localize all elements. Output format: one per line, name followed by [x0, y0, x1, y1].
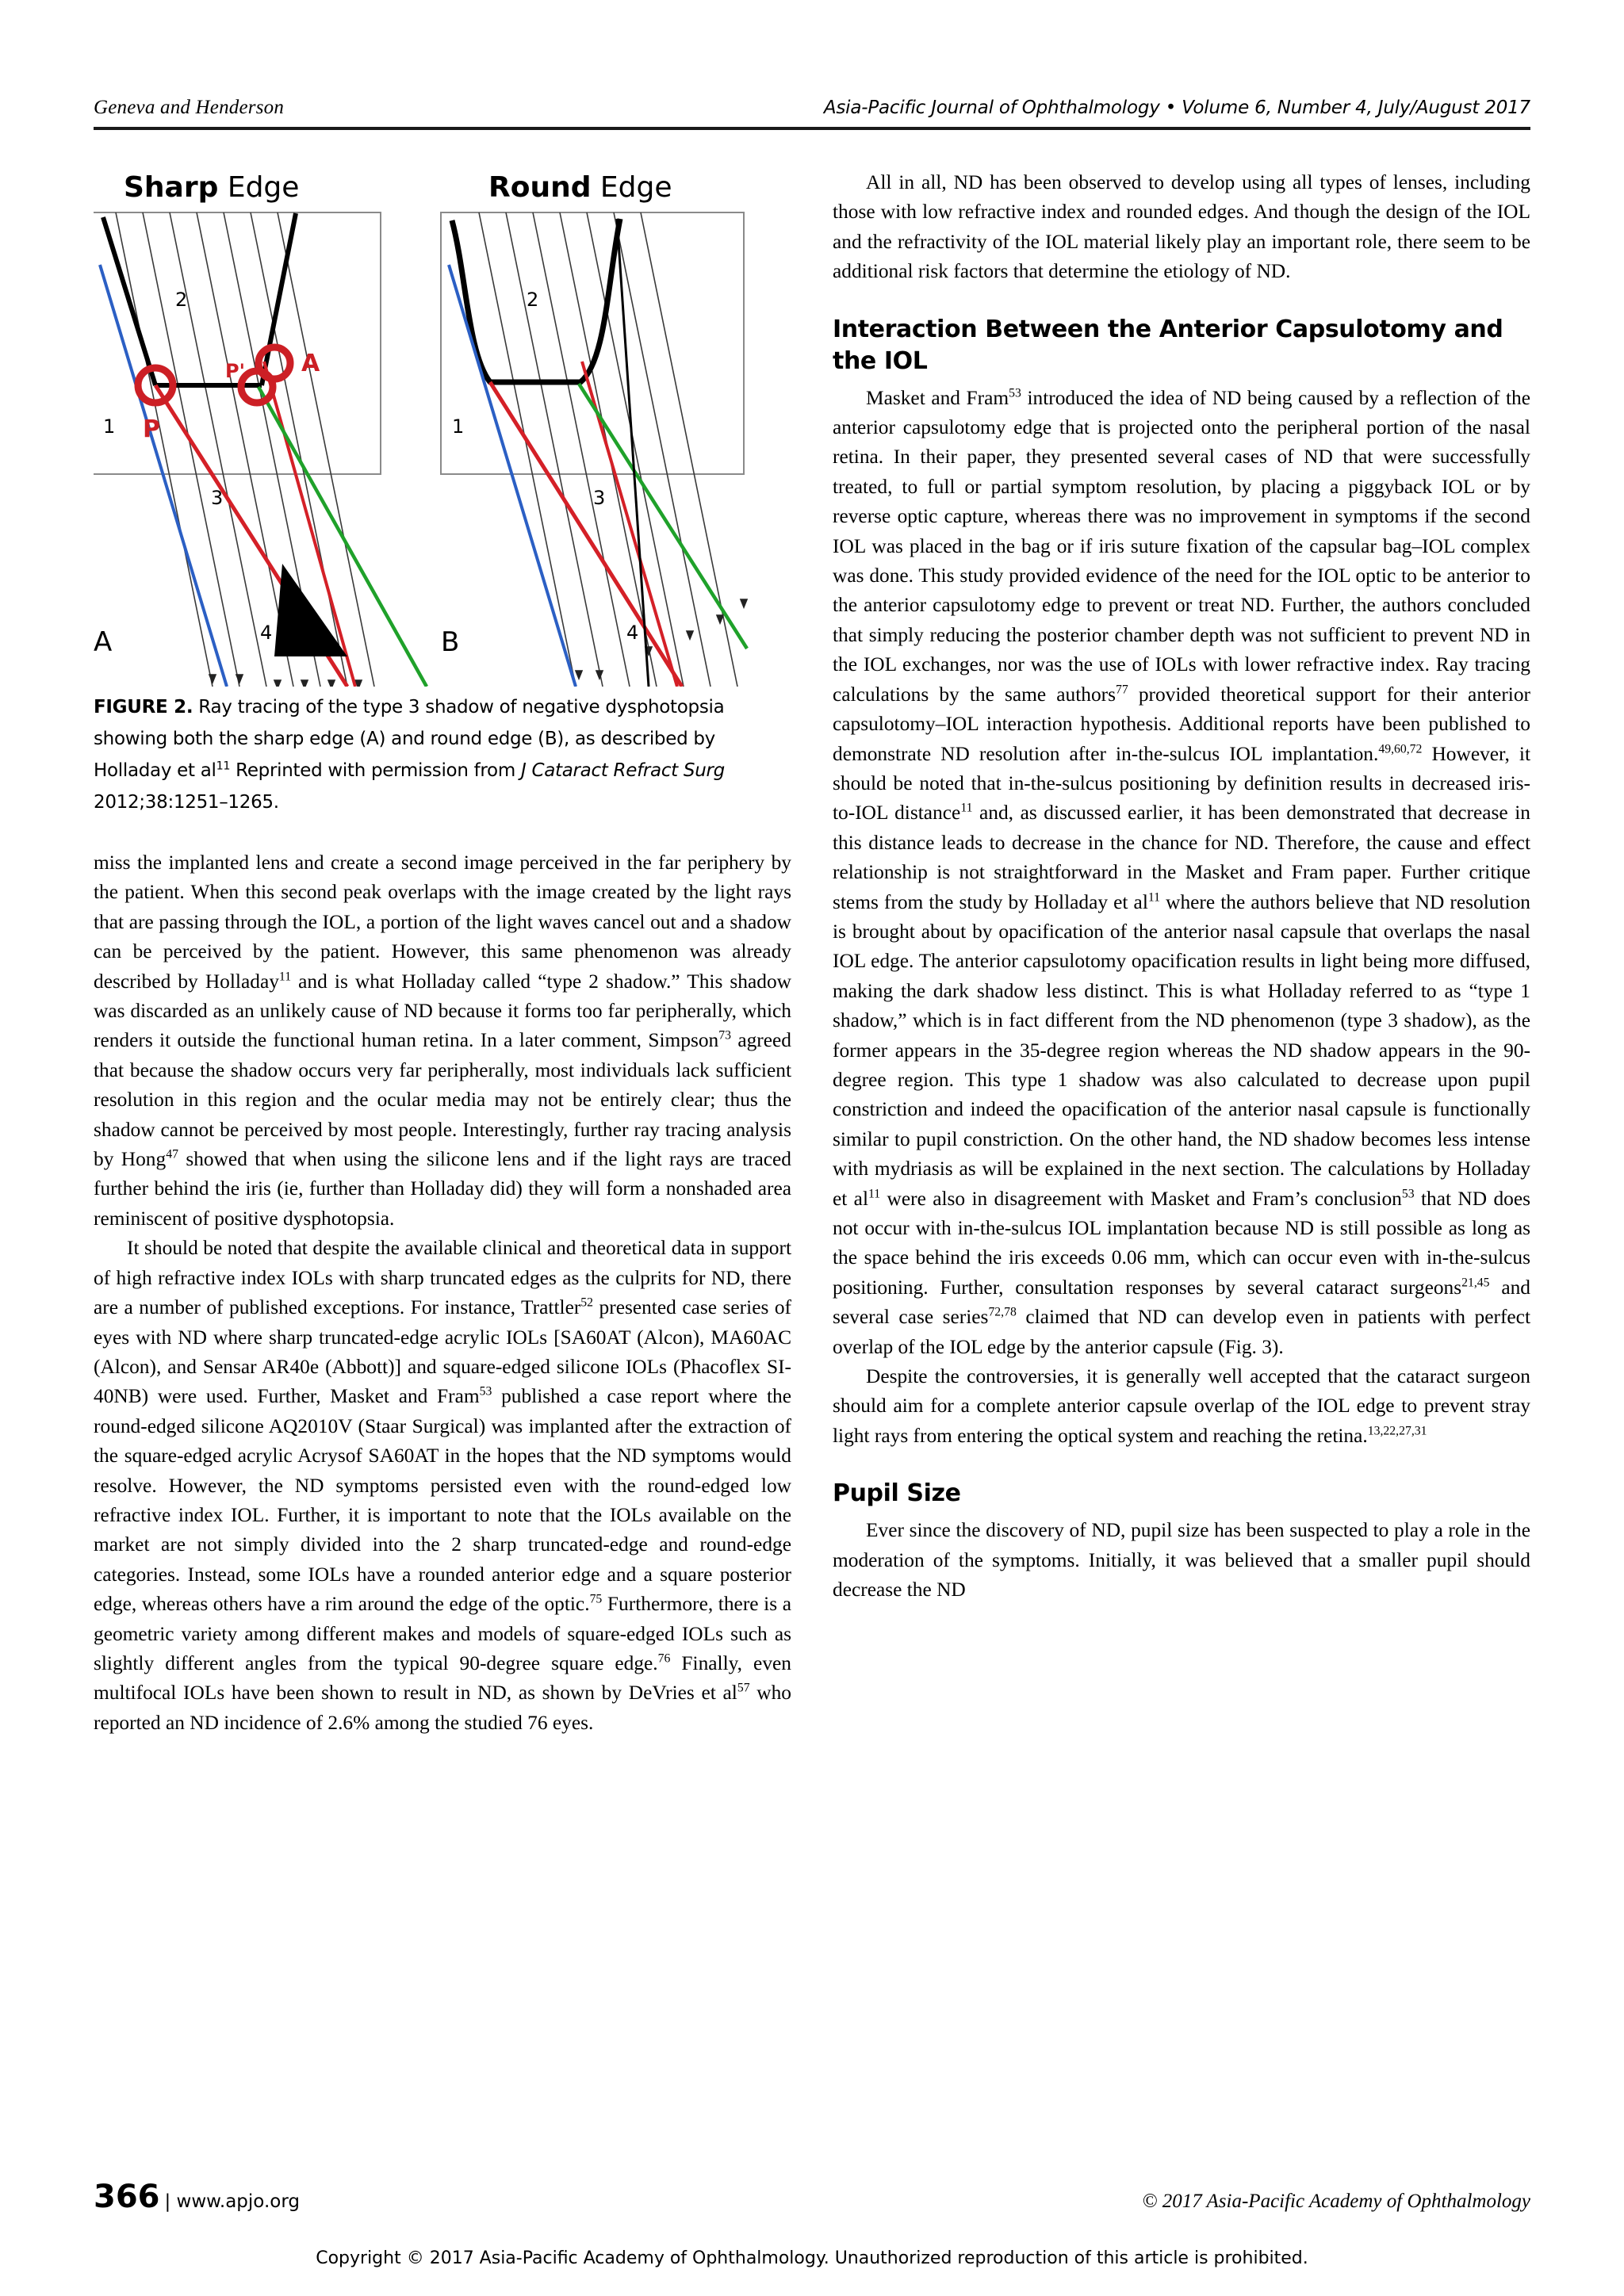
panel-a-shadow-wedge	[274, 564, 347, 656]
figure-2-caption-text-3: 2012;38:1251–1265.	[94, 792, 279, 813]
panel-b-title	[488, 171, 672, 204]
right-column-paragraph-3	[833, 1362, 1530, 1451]
left-column-paragraph-1	[94, 848, 791, 1234]
reference-superscript: 13,22,27,31	[1367, 1424, 1427, 1438]
paragraph-text-run: provided theoretical support for their anterior capsulotomy–IOL interaction hypothesis. Additional reports have been published to demonstrate ND resolution after in-the-sulcus IOL implantation.	[833, 683, 1530, 765]
reference-superscript: 11	[868, 1187, 881, 1201]
running-head-journal: Asia-Pacific Journal of Ophthalmology • Volume 6, Number 4, July/August 2017	[823, 98, 1530, 118]
paragraph-text-run: Despite the controversies, it is generally well accepted that the cataract surgeon should aim for a complete anterior capsule overlap of the IOL edge to prevent stray light rays from entering the optical system and reaching the retina.	[833, 1365, 1530, 1447]
panel-a-point-label-p: P	[143, 415, 160, 443]
figure-2-caption-label: FIGURE 2.	[94, 697, 193, 718]
running-head-authors: Geneva and Henderson	[94, 97, 285, 118]
page-footer	[94, 2179, 1530, 2215]
reference-superscript: 75	[589, 1592, 603, 1606]
panel-a-label-1: 1	[103, 415, 116, 438]
reference-superscript: 11	[278, 970, 292, 984]
paragraph-text-run: Furthermore, there is a geometric variety among different makes and models of square-edged IOLs such as slightly different angles from the typical 90-degree square edge.	[94, 1593, 792, 1674]
paragraph-text-run: published a case report where the round-edged silicone AQ2010V (Staar Surgical) was implanted after the extraction of the square-edged acrylic Acrysof SA60AT in the hopes that the ND symptoms would resolve. However, the ND symptoms persisted even with the round-edged low refractive index IOL. Further, it is important to note that the IOLs available on the market are not simply divided into the 2 sharp truncated-edge and round-edge categories. Instead, some IOLs have a rounded anterior edge and a square posterior edge, whereas others have a rim around the edge of the optic.	[94, 1385, 791, 1616]
paragraph-text-run: presented case series of eyes with ND where sharp truncated-edge acrylic IOLs [SA60AT (Alcon), MA60AC (Alcon), and Sensar AR40e (Abbott)] and square-edged silicone IOLs (Phacoflex SI-40NB) were used. Further, Masket and Fram	[94, 1296, 792, 1408]
paragraph-text-run: Finally, even multifocal IOLs have been shown to result in ND, as shown by DeVries et al	[94, 1651, 791, 1705]
figure-2-caption-text-2: Reprinted with permission from	[230, 760, 521, 781]
journal-url[interactable]: | www.apjo.org	[164, 2191, 300, 2212]
paragraph-text-run: However, it should be noted that in-the-sulcus positioning by definition results in decreased iris-to-IOL distance	[833, 742, 1531, 825]
legal-notice: Copyright © 2017 Asia-Pacific Academy of Ophthalmology. Unauthorized reproduction of this article is prohibited.	[316, 2248, 1308, 2268]
paragraph-text-run: Ever since the discovery of ND, pupil size has been suspected to play a role in the moderation of the symptoms. Initially, it was believed that a smaller pupil should decrease the ND	[833, 1519, 1530, 1601]
folio-block	[94, 2179, 300, 2215]
right-column-paragraph-1	[833, 168, 1530, 287]
panel-a-title	[124, 171, 299, 204]
panel-a-label-3: 3	[211, 487, 224, 509]
panel-b-group	[441, 212, 747, 687]
left-column	[94, 848, 791, 1738]
panel-b-title-strong: Round	[488, 171, 592, 204]
panel-a-letter: A	[94, 626, 113, 658]
right-column-paragraph-2	[833, 384, 1530, 1362]
right-column	[833, 168, 1530, 1605]
paragraph-text-run: that ND does not occur with in-the-sulcus IOL implantation because ND is still possible as long as the space behind the iris exceeds 0.06 mm, which can occur even with in-the-sulcus positioning. Further, consultation responses by several cataract surgeons	[833, 1187, 1530, 1299]
paragraph-text-run: who reported an ND incidence of 2.6% among the studied 76 eyes.	[94, 1682, 791, 1734]
panel-a-group	[94, 212, 427, 687]
paragraph-text-run: and several case series	[833, 1276, 1530, 1329]
paragraph-text-run: claimed that ND can develop even in patients with perfect overlap of the IOL edge by the anterior capsule (Fig. 3).	[833, 1306, 1530, 1358]
section-heading-2: Pupil Size	[833, 1479, 961, 1508]
paragraph-text-run: agreed that because the shadow occurs very far peripherally, most individuals lack sufficient resolution in this region and the ocular media may not be entirely clear; thus the shadow cannot be perceived by most people. Interestingly, further ray tracing analysis by Hong	[94, 1029, 791, 1171]
figure-2-caption	[94, 691, 791, 818]
panel-a-ray-1-blue	[100, 265, 227, 687]
reference-superscript: 49,60,72	[1378, 742, 1423, 756]
paragraph-text-run: miss the implanted lens and create a second image perceived in the far periphery by the patient. When this second peak overlaps with the image created by the light rays that are passing through the IOL, a portion of the light waves cancel out and a shadow can be perceived by the patient. However, this same phenomenon was already described by Holladay	[94, 851, 791, 993]
panel-b-label-4: 4	[626, 622, 639, 644]
panel-b-label-3: 3	[593, 487, 606, 509]
figure-2	[94, 163, 791, 818]
reference-superscript: 52	[580, 1295, 594, 1310]
panel-a-label-4: 4	[260, 622, 273, 644]
panel-b-title-rest: Edge	[591, 171, 672, 204]
left-column-paragraph-2	[94, 1234, 791, 1738]
figure-2-caption-ref-1: 11	[216, 760, 231, 773]
reference-superscript: 47	[166, 1147, 178, 1161]
paragraph-text-run: and, as discussed earlier, it has been demonstrated that decrease in this distance leads to decrease in the chance for ND. Therefore, the cause and effect relationship is not straightforward in the Masket and Fram paper. Further critique stems from the study by Holladay et al	[833, 802, 1530, 913]
header-rule	[94, 127, 1530, 130]
paragraph-text-run: and is what Holladay called “type 2 shadow.” This shadow was discarded as an unlikely cause of ND because it forms too far peripherally, which renders it outside the functional human retina. In a later comment, Simpson	[94, 970, 791, 1052]
reference-superscript: 11	[960, 801, 973, 815]
figure-2-graphic	[94, 163, 791, 687]
copyright-line: © 2017 Asia-Pacific Academy of Ophthalmology	[1142, 2191, 1530, 2212]
panel-b-label-1: 1	[452, 415, 465, 438]
reference-superscript: 73	[718, 1028, 731, 1043]
running-head	[94, 97, 1530, 119]
paragraph-text-run: were also in disagreement with Masket and Fram’s conclusion	[880, 1187, 1402, 1210]
paragraph-text-run: introduced the idea of ND being caused by a reflection of the anterior capsulotomy edge that is projected onto the peripheral portion of the nasal retina. In their paper, they presented several cases of ND that were successfully treated, to full or partial symptom resolution, by placing a piggyback IOL or by reverse optic capture, whereas there was no improvement in symptoms if the second IOL was placed in the bag or if iris suture fixation of the capsular bag–IOL complex was done. This study provided evidence of the need for the IOL optic to be anterior to the anterior capsulotomy edge to prevent or treat ND. Further, the authors concluded that simply reducing the posterior chamber depth was not sufficient to prevent ND in the IOL exchanges, nor was the use of IOLs with lower refractive index. Ray tracing calculations by the same authors	[833, 386, 1530, 706]
section-heading-1: Interaction Between the Anterior Capsulotomy and the IOL	[833, 315, 1503, 375]
reference-superscript: 77	[1116, 683, 1128, 697]
panel-a-title-rest: Edge	[218, 171, 300, 204]
ray-tracing-diagram	[94, 163, 791, 687]
panel-b-label-2: 2	[527, 289, 539, 311]
reference-superscript: 21,45	[1461, 1276, 1490, 1290]
panel-b-ray-green	[579, 384, 747, 649]
figure-2-caption-text-1: Ray tracing of the type 3 shadow of negative dysphotopsia showing both the sharp edge (A) and round edge (B), as described by Holladay et al	[94, 697, 725, 781]
paragraph-text-run: showed that when using the silicone lens and if the light rays are traced further behind the iris (ie, further than Holladay did) they will form a nonshaded area reminiscent of positive dysphotopsia.	[94, 1148, 791, 1230]
panel-a-title-strong: Sharp	[124, 171, 219, 204]
panel-a-label-2: 2	[175, 289, 188, 311]
right-column-paragraph-4	[833, 1516, 1530, 1605]
reference-superscript: 53	[479, 1384, 492, 1399]
reference-superscript: 53	[1009, 386, 1021, 400]
reference-superscript: 72,78	[988, 1305, 1017, 1319]
page-number: 366	[94, 2179, 160, 2215]
reference-superscript: 11	[1147, 890, 1161, 905]
paragraph-text-run: It should be noted that despite the available clinical and theoretical data in support of high refractive index IOLs with sharp truncated edges as the culprits for ND, there are a number of published exceptions. For instance, Trattler	[94, 1237, 791, 1319]
panel-b-ray-3-red	[490, 382, 682, 687]
reference-superscript: 53	[1401, 1187, 1415, 1201]
panel-a-point-label-a: A	[301, 350, 320, 377]
paragraph-text-run: where the authors believe that ND resolution is brought about by opacification of the anterior nasal capsule that overlaps the nasal IOL edge. The anterior capsulotomy opacification results in light being more diffused, making the dark shadow less distinct. This is what Holladay referred to as “type 1 shadow,” which is in fact different from the ND phenomenon (type 3 shadow), as the former appears in the 35-degree region whereas the ND shadow appears in the 90-degree region. This type 1 shadow was also calculated to decrease upon pupil constriction and indeed the opacification of the anterior nasal capsule is functionally similar to pupil constriction. On the other hand, the ND shadow becomes less intense with mydriasis as will be explained in the next section. The calculations by Holladay et al	[833, 890, 1530, 1210]
paragraph-text-run: All in all, ND has been observed to develop using all types of lenses, including those with low refractive index and rounded edges. And though the design of the IOL and the refractivity of the IOL material likely play an important role, there seem to be additional risk factors that determine the etiology of ND.	[833, 171, 1530, 283]
reference-superscript: 57	[737, 1681, 750, 1695]
panel-b-letter: B	[441, 626, 460, 658]
panel-a-point-label-p-prime: P'	[225, 360, 245, 382]
panel-a-box	[94, 212, 381, 474]
paragraph-text-run: Masket and Fram	[866, 386, 1009, 409]
reference-superscript: 76	[657, 1651, 671, 1666]
figure-2-caption-journal: J Cataract Refract Surg	[520, 760, 725, 781]
